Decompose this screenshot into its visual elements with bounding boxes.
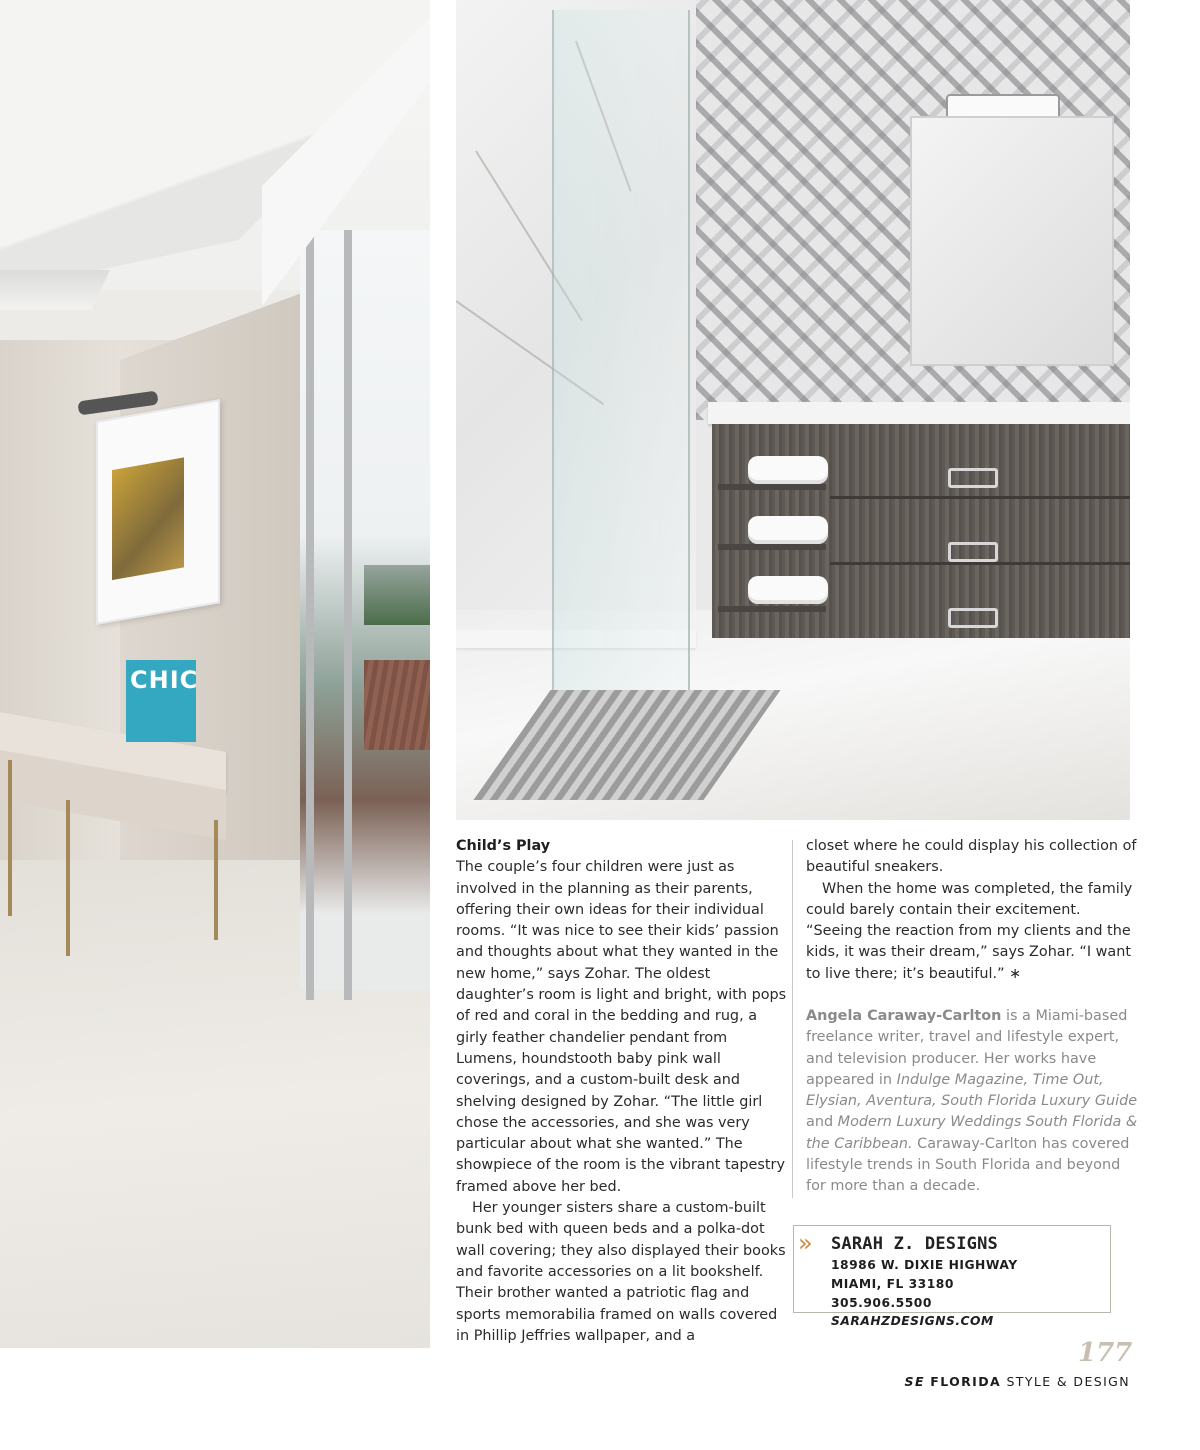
designer-phone: 305.906.5500 <box>831 1296 932 1310</box>
section-subhead: Child’s Play <box>456 838 551 854</box>
vanity-countertop <box>708 402 1130 424</box>
vanity-shelf <box>718 606 826 612</box>
desk-leg <box>8 760 12 916</box>
desk-leg <box>66 800 70 956</box>
drawer-divider <box>830 496 1130 499</box>
designer-website[interactable]: SARAHZDESIGNS.COM <box>831 1314 994 1328</box>
folded-towel <box>748 456 828 484</box>
drawer-handle <box>948 542 998 562</box>
skylight <box>0 270 110 310</box>
article-column-1 <box>456 836 790 1347</box>
window-view-city <box>364 565 430 625</box>
window-frame-right <box>344 230 352 1000</box>
window-view-roof <box>364 660 430 750</box>
magazine-name-florida: FLORIDA <box>930 1374 1002 1389</box>
magazine-name <box>880 1374 1130 1389</box>
designer-info-box <box>793 1225 1111 1313</box>
folded-towel <box>748 576 828 604</box>
bio-text: Caraway-Carlton has covered lifestyle trends in South Florida and beyond for more than a decade. <box>806 1135 1130 1195</box>
article-paragraph: The couple’s four children were just as involved in the planning as their parents, offering their own ideas for their individual rooms. “It was nice to see their kids’ passion and thoughts about what they wanted in the new home,” says Zohar. The oldest daughter’s room is light and bright, with pops of red and coral in the bedding and rug, a girly feather chandelier pendant from Lumens, houndstooth baby pink wall coverings, and a custom-built desk and shelving designed by Zohar. “The little girl chose the accessories, and she was very particular about what she wanted.” The showpiece of the room is the vibrant tapestry framed above her bed. <box>456 859 787 1195</box>
bio-publications: Modern Luxury Weddings South Florida & the Caribbean. <box>806 1114 1138 1152</box>
designer-address-line-1: 18986 W. DIXIE HIGHWAY <box>831 1258 1018 1272</box>
magazine-name-se: SE <box>904 1374 925 1389</box>
drawer-handle <box>948 468 998 488</box>
drawer-handle <box>948 608 998 628</box>
page-number: 177 <box>1078 1338 1133 1368</box>
artwork-print <box>112 457 184 580</box>
drawer-divider <box>830 562 1130 565</box>
article-paragraph: When the home was completed, the family could barely contain their excitement. “Seeing the reaction from my clients and the kids, it was their dream,” says Zohar. “I want to live there; it’s beautiful.” ∗ <box>806 880 1133 982</box>
designer-address-line-2: MIAMI, FL 33180 <box>831 1277 954 1291</box>
folded-towel <box>748 516 828 544</box>
vanity-shelf <box>718 484 826 490</box>
framed-artwork <box>96 399 220 625</box>
author-bio <box>806 1006 1140 1198</box>
designer-name: SARAH Z. DESIGNS <box>831 1234 998 1254</box>
book-title: CHIC <box>130 666 199 694</box>
magazine-name-rest: STYLE & DESIGN <box>1006 1374 1130 1389</box>
glass-shower-door <box>552 10 690 690</box>
vanity-mirror <box>910 116 1114 366</box>
window-frame-left <box>306 230 314 1000</box>
bio-text: and <box>806 1114 838 1131</box>
article-paragraph: Her younger sisters share a custom-built bunk bed with queen beds and a polka-dot wall covering; they also displayed their books and favorite accessories on a lit bookshelf. Their brother wanted a patriotic flag and sports memorabilia framed on walls covered in Phillip Jeffries wallpaper, and a <box>456 1200 786 1344</box>
desk-leg <box>214 820 218 940</box>
column-divider <box>792 840 793 1198</box>
bedroom-photo <box>0 0 430 1348</box>
vanity-shelf <box>718 544 826 550</box>
bio-text: is a Miami-based freelance writer, travel and lifestyle expert, and television producer. Her works have appeared in <box>806 1008 1128 1088</box>
bathroom-photo <box>456 0 1130 820</box>
chic-book <box>126 660 199 742</box>
article-column-2 <box>806 836 1140 985</box>
chevron-icon: » <box>798 1229 807 1257</box>
author-name: Angela Caraway-Carlton <box>806 1008 1002 1024</box>
bio-publications: Indulge Magazine, Time Out, Elysian, Aventura, South Florida Luxury Guide <box>806 1071 1138 1110</box>
article-paragraph: closet where he could display his collection of beautiful sneakers. <box>806 838 1137 876</box>
